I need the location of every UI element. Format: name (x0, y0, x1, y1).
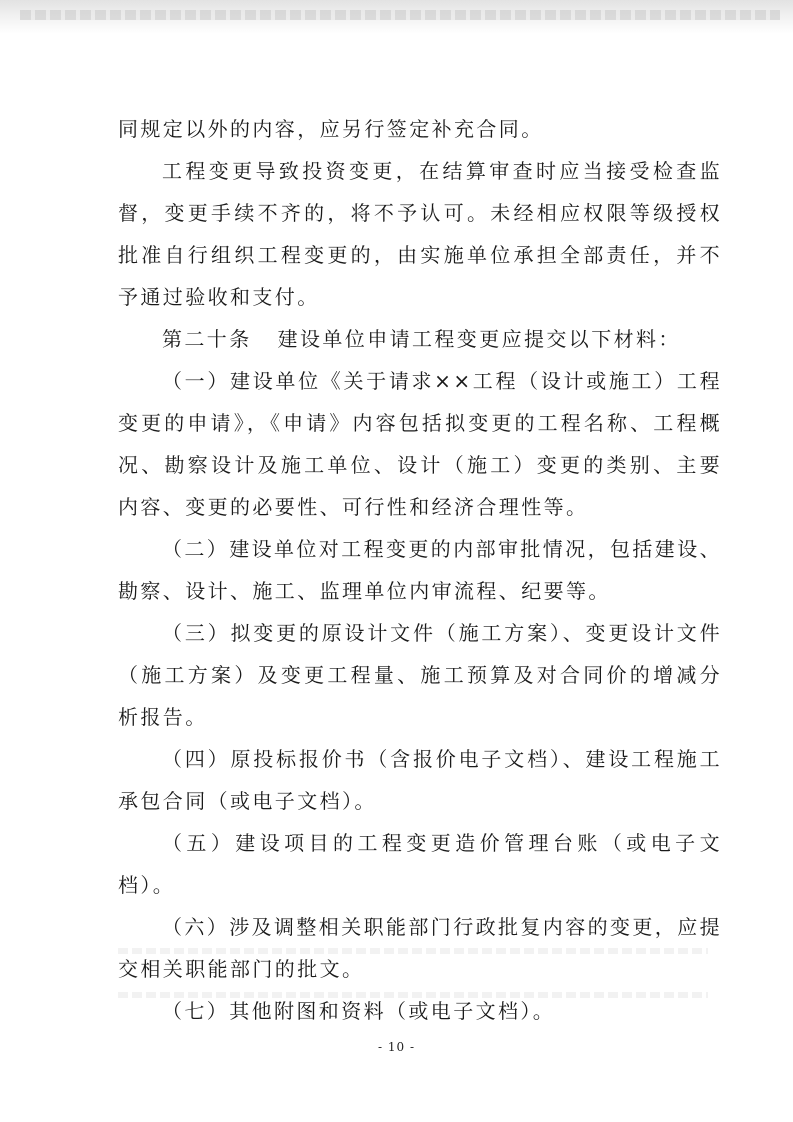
scan-shadow-top (0, 0, 793, 34)
list-item-5: （五）建设项目的工程变更造价管理台账（或电子文档）。 (118, 831, 722, 897)
list-item-4: （四）原投标报价书（含报价电子文档）、建设工程施工承包合同（或电子文档）。 (118, 747, 722, 813)
article-number: 第二十条 (162, 327, 252, 351)
list-item-7: （七）其他附图和资料（或电子文档）。 (162, 999, 556, 1023)
page-number: - 10 - (377, 1040, 415, 1054)
list-item-6: （六）涉及调整相关职能部门行政批复内容的变更，应提交相关职能部门的批文。 (118, 915, 722, 981)
article-title: 建设单位申请工程变更应提交以下材料： (277, 327, 681, 351)
list-item-1: （一）建设单位《关于请求××工程（设计或施工）工程变更的申请》，《申请》内容包括拟变更的工程名称、工程概况、勘察设计及施工单位、设计（施工）变更的类别、主要内容、变更的必要性、可行性和经济合理性等。 (118, 369, 722, 519)
article-heading (118, 318, 722, 360)
list-item-2: （二）建设单位对工程变更的内部审批情况，包括建设、勘察、设计、施工、监理单位内审流程、纪要等。 (118, 537, 722, 603)
list-item-3: （三）拟变更的原设计文件（施工方案）、变更设计文件（施工方案）及变更工程量、施工预算及对合同价的增减分析报告。 (118, 621, 722, 729)
document-body (118, 108, 722, 1032)
bleed-through-text (20, 10, 780, 20)
paragraph-1: 同规定以外的内容，应另行签定补充合同。 (118, 117, 544, 141)
paragraph-2: 工程变更导致投资变更，在结算审查时应当接受检查监督，变更手续不齐的，将不予认可。未经相应权限等级授权批准自行组织工程变更的，由实施单位承担全部责任，并不予通过验收和支付。 (118, 159, 722, 309)
